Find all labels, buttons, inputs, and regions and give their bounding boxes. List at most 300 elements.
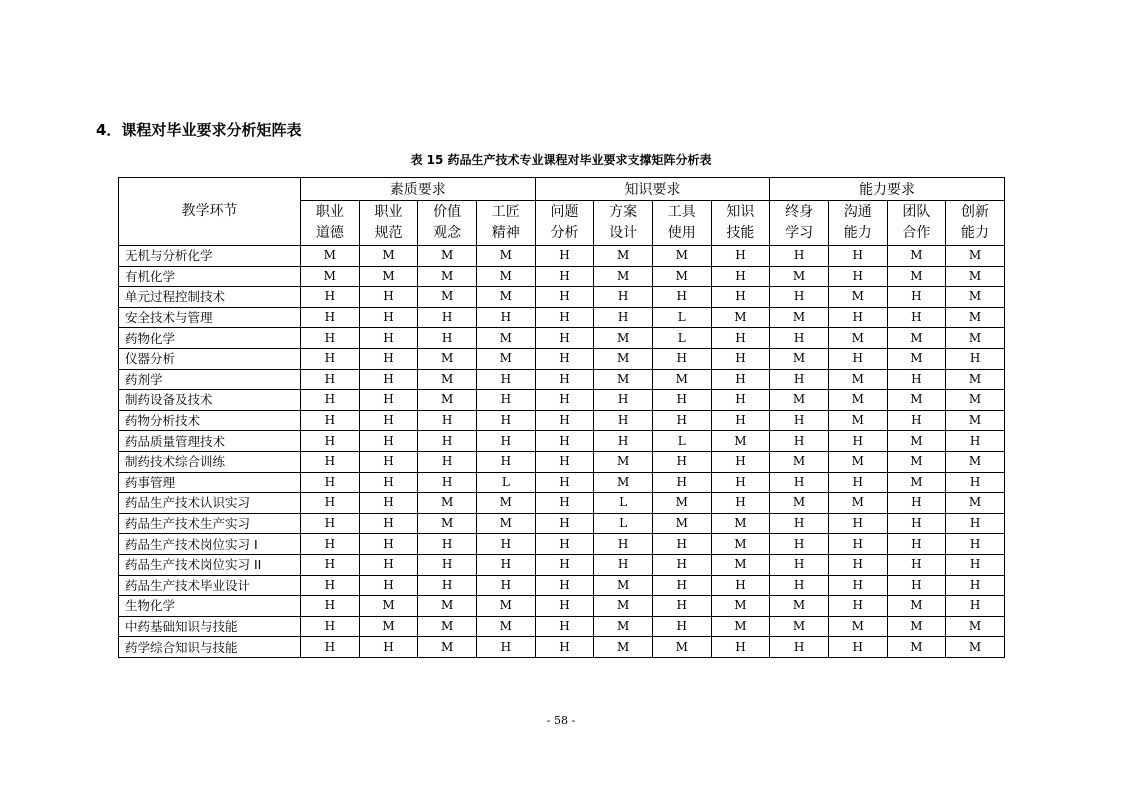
support-level-cell: M — [418, 513, 477, 534]
support-level-cell: H — [418, 431, 477, 452]
course-name: 无机与分析化学 — [119, 246, 301, 267]
support-level-cell: H — [535, 369, 594, 390]
table-row — [119, 472, 1005, 493]
support-level-cell: M — [770, 493, 829, 514]
support-level-cell: H — [887, 554, 946, 575]
subheader-line: 职业 — [374, 204, 403, 220]
support-level-cell: H — [652, 287, 711, 308]
subheader-line: 能力 — [961, 225, 990, 241]
support-level-cell: H — [535, 554, 594, 575]
subheader-11 — [946, 201, 1005, 246]
support-level-cell: M — [770, 307, 829, 328]
subheader-line: 创新 — [961, 204, 990, 220]
support-level-cell: H — [359, 348, 418, 369]
support-level-cell: H — [301, 287, 360, 308]
support-level-cell: H — [887, 307, 946, 328]
support-level-cell: H — [535, 575, 594, 596]
support-level-cell: M — [828, 369, 887, 390]
support-level-cell: M — [476, 287, 535, 308]
support-level-cell: H — [301, 534, 360, 555]
table-row — [119, 596, 1005, 617]
support-level-cell: H — [594, 307, 653, 328]
support-level-cell: M — [594, 348, 653, 369]
support-level-cell: H — [711, 575, 770, 596]
subheader-8 — [770, 201, 829, 246]
support-level-cell: H — [828, 575, 887, 596]
support-level-cell: H — [711, 266, 770, 287]
requirements-matrix-table — [118, 177, 1005, 658]
support-level-cell: M — [418, 637, 477, 658]
support-level-cell: M — [476, 348, 535, 369]
support-level-cell: H — [476, 410, 535, 431]
table-row — [119, 616, 1005, 637]
course-name: 中药基础知识与技能 — [119, 616, 301, 637]
support-level-cell: M — [476, 513, 535, 534]
table-row — [119, 410, 1005, 431]
support-level-cell: H — [828, 472, 887, 493]
support-level-cell: M — [887, 451, 946, 472]
support-level-cell: M — [828, 493, 887, 514]
support-level-cell: M — [946, 287, 1005, 308]
support-level-cell: H — [535, 616, 594, 637]
support-level-cell: L — [652, 431, 711, 452]
support-level-cell: H — [535, 596, 594, 617]
support-level-cell: H — [828, 513, 887, 534]
support-level-cell: H — [535, 390, 594, 411]
support-level-cell: H — [652, 616, 711, 637]
support-level-cell: M — [418, 390, 477, 411]
support-level-cell: M — [652, 246, 711, 267]
support-level-cell: H — [301, 348, 360, 369]
support-level-cell: M — [476, 266, 535, 287]
course-name: 安全技术与管理 — [119, 307, 301, 328]
support-level-cell: H — [476, 390, 535, 411]
support-level-cell: H — [301, 410, 360, 431]
course-name: 仪器分析 — [119, 348, 301, 369]
support-level-cell: M — [476, 616, 535, 637]
support-level-cell: H — [301, 554, 360, 575]
support-level-cell: M — [770, 266, 829, 287]
support-level-cell: M — [711, 554, 770, 575]
support-level-cell: H — [887, 534, 946, 555]
support-level-cell: M — [946, 328, 1005, 349]
subheader-line: 能力 — [843, 225, 872, 241]
support-level-cell: M — [594, 596, 653, 617]
support-level-cell: H — [828, 431, 887, 452]
table-row — [119, 513, 1005, 534]
support-level-cell: H — [418, 534, 477, 555]
table-row — [119, 637, 1005, 658]
section-heading: 4．课程对毕业要求分析矩阵表 — [96, 121, 302, 139]
support-level-cell: H — [652, 410, 711, 431]
support-level-cell: M — [594, 616, 653, 637]
subheader-9 — [828, 201, 887, 246]
support-level-cell: M — [652, 637, 711, 658]
support-level-cell: H — [418, 575, 477, 596]
support-level-cell: M — [476, 328, 535, 349]
support-level-cell: H — [946, 554, 1005, 575]
support-level-cell: H — [770, 637, 829, 658]
support-level-cell: H — [946, 472, 1005, 493]
support-level-cell: M — [828, 451, 887, 472]
support-level-cell: M — [418, 616, 477, 637]
support-level-cell: H — [476, 534, 535, 555]
support-level-cell: L — [476, 472, 535, 493]
subheader-0 — [301, 201, 360, 246]
support-level-cell: H — [359, 451, 418, 472]
support-level-cell: H — [594, 410, 653, 431]
subheader-line: 技能 — [726, 225, 755, 241]
support-level-cell: M — [828, 328, 887, 349]
table-row — [119, 554, 1005, 575]
support-level-cell: M — [887, 596, 946, 617]
support-level-cell: H — [594, 534, 653, 555]
table-row — [119, 328, 1005, 349]
subheader-7 — [711, 201, 770, 246]
support-level-cell: M — [359, 616, 418, 637]
support-level-cell: M — [652, 266, 711, 287]
support-level-cell: H — [828, 534, 887, 555]
course-name: 药学综合知识与技能 — [119, 637, 301, 658]
subheader-line: 问题 — [550, 204, 579, 220]
subheader-4 — [535, 201, 594, 246]
table-row — [119, 246, 1005, 267]
support-level-cell: H — [711, 472, 770, 493]
support-level-cell: M — [652, 493, 711, 514]
support-level-cell: M — [887, 266, 946, 287]
support-level-cell: H — [711, 348, 770, 369]
support-level-cell: M — [887, 472, 946, 493]
support-level-cell: H — [301, 369, 360, 390]
support-level-cell: H — [770, 246, 829, 267]
support-level-cell: H — [301, 637, 360, 658]
support-level-cell: H — [301, 493, 360, 514]
support-level-cell: H — [476, 369, 535, 390]
support-level-cell: H — [828, 596, 887, 617]
table-caption: 表 15 药品生产技术专业课程对毕业要求支撑矩阵分析表 — [410, 153, 712, 167]
support-level-cell: H — [711, 328, 770, 349]
subheader-10 — [887, 201, 946, 246]
support-level-cell: H — [594, 390, 653, 411]
support-level-cell: H — [301, 472, 360, 493]
support-level-cell: M — [476, 493, 535, 514]
subheader-line: 工匠 — [491, 204, 520, 220]
support-level-cell: H — [652, 575, 711, 596]
support-level-cell: H — [535, 431, 594, 452]
support-level-cell: H — [418, 451, 477, 472]
support-level-cell: H — [535, 328, 594, 349]
support-level-cell: H — [770, 410, 829, 431]
support-level-cell: M — [594, 369, 653, 390]
page-number: - 58 - — [546, 714, 576, 727]
support-level-cell: H — [301, 328, 360, 349]
support-level-cell: M — [828, 287, 887, 308]
support-level-cell: H — [418, 554, 477, 575]
support-level-cell: H — [887, 287, 946, 308]
support-level-cell: M — [946, 390, 1005, 411]
support-level-cell: M — [946, 246, 1005, 267]
subheader-1 — [359, 201, 418, 246]
support-level-cell: M — [770, 348, 829, 369]
subheader-line: 工具 — [667, 204, 696, 220]
table-row — [119, 493, 1005, 514]
support-level-cell: H — [418, 472, 477, 493]
support-level-cell: H — [359, 472, 418, 493]
support-level-cell: H — [535, 287, 594, 308]
support-level-cell: M — [594, 472, 653, 493]
table-row — [119, 431, 1005, 452]
support-level-cell: H — [946, 575, 1005, 596]
subheader-line: 职业 — [315, 204, 344, 220]
support-level-cell: H — [770, 575, 829, 596]
support-level-cell: H — [652, 451, 711, 472]
support-level-cell: M — [418, 287, 477, 308]
support-level-cell: H — [887, 493, 946, 514]
support-level-cell: M — [711, 307, 770, 328]
support-level-cell: M — [828, 616, 887, 637]
subheader-line: 设计 — [609, 225, 638, 241]
support-level-cell: H — [301, 390, 360, 411]
subheader-line: 知识 — [726, 204, 755, 220]
course-name: 药品生产技术岗位实习 I — [119, 534, 301, 555]
course-name: 药剂学 — [119, 369, 301, 390]
support-level-cell: H — [828, 246, 887, 267]
support-level-cell: M — [418, 266, 477, 287]
course-name: 药品生产技术岗位实习 II — [119, 554, 301, 575]
group-header-knowledge: 知识要求 — [535, 178, 770, 201]
course-name: 药事管理 — [119, 472, 301, 493]
support-level-cell: M — [946, 616, 1005, 637]
support-level-cell: H — [535, 307, 594, 328]
subheader-line: 观念 — [433, 225, 462, 241]
support-level-cell: H — [652, 472, 711, 493]
support-level-cell: H — [476, 307, 535, 328]
support-level-cell: H — [594, 287, 653, 308]
support-level-cell: M — [946, 493, 1005, 514]
support-level-cell: M — [887, 390, 946, 411]
support-level-cell: H — [418, 410, 477, 431]
subheader-3 — [476, 201, 535, 246]
support-level-cell: M — [594, 328, 653, 349]
support-level-cell: M — [711, 431, 770, 452]
subheader-line: 道德 — [315, 225, 344, 241]
support-level-cell: H — [770, 287, 829, 308]
support-level-cell: H — [946, 348, 1005, 369]
support-level-cell: M — [418, 348, 477, 369]
support-level-cell: M — [711, 513, 770, 534]
corner-header: 教学环节 — [119, 178, 301, 246]
table-row — [119, 451, 1005, 472]
support-level-cell: M — [418, 369, 477, 390]
support-level-cell: H — [652, 534, 711, 555]
support-level-cell: H — [359, 307, 418, 328]
support-level-cell: M — [887, 431, 946, 452]
subheader-line: 团队 — [902, 204, 931, 220]
support-level-cell: H — [359, 410, 418, 431]
support-level-cell: M — [418, 493, 477, 514]
support-level-cell: M — [652, 513, 711, 534]
support-level-cell: H — [359, 493, 418, 514]
support-level-cell: H — [946, 431, 1005, 452]
support-level-cell: H — [828, 554, 887, 575]
support-level-cell: M — [476, 596, 535, 617]
table-row — [119, 287, 1005, 308]
support-level-cell: H — [535, 410, 594, 431]
subheader-line: 精神 — [491, 225, 520, 241]
subheader-6 — [652, 201, 711, 246]
table-row — [119, 390, 1005, 411]
support-level-cell: H — [828, 266, 887, 287]
support-level-cell: M — [418, 596, 477, 617]
support-level-cell: M — [946, 266, 1005, 287]
support-level-cell: H — [946, 596, 1005, 617]
support-level-cell: H — [359, 369, 418, 390]
support-level-cell: M — [887, 328, 946, 349]
support-level-cell: M — [946, 410, 1005, 431]
course-name: 药物分析技术 — [119, 410, 301, 431]
support-level-cell: M — [594, 246, 653, 267]
support-level-cell: H — [887, 410, 946, 431]
support-level-cell: M — [946, 369, 1005, 390]
support-level-cell: H — [359, 390, 418, 411]
support-level-cell: H — [711, 246, 770, 267]
support-level-cell: H — [652, 554, 711, 575]
support-level-cell: L — [652, 307, 711, 328]
support-level-cell: H — [359, 575, 418, 596]
support-level-cell: H — [770, 369, 829, 390]
support-level-cell: H — [301, 513, 360, 534]
support-level-cell: M — [770, 390, 829, 411]
support-level-cell: H — [359, 328, 418, 349]
support-level-cell: M — [946, 307, 1005, 328]
support-level-cell: H — [770, 513, 829, 534]
support-level-cell: H — [535, 534, 594, 555]
support-level-cell: H — [652, 390, 711, 411]
support-level-cell: M — [828, 410, 887, 431]
support-level-cell: H — [711, 287, 770, 308]
table-row — [119, 369, 1005, 390]
support-level-cell: H — [535, 493, 594, 514]
support-level-cell: H — [301, 596, 360, 617]
support-level-cell: M — [476, 246, 535, 267]
support-level-cell: M — [946, 451, 1005, 472]
support-level-cell: M — [946, 637, 1005, 658]
support-level-cell: H — [828, 348, 887, 369]
support-level-cell: H — [535, 246, 594, 267]
support-level-cell: M — [711, 596, 770, 617]
support-level-cell: H — [652, 596, 711, 617]
support-level-cell: H — [301, 575, 360, 596]
support-level-cell: H — [535, 637, 594, 658]
course-name: 药品生产技术生产实习 — [119, 513, 301, 534]
support-level-cell: M — [770, 451, 829, 472]
support-level-cell: H — [711, 637, 770, 658]
support-level-cell: L — [594, 513, 653, 534]
group-header-ability: 能力要求 — [770, 178, 1005, 201]
support-level-cell: L — [594, 493, 653, 514]
support-level-cell: H — [418, 328, 477, 349]
support-level-cell: H — [359, 554, 418, 575]
support-level-cell: M — [594, 637, 653, 658]
subheader-line: 分析 — [550, 225, 579, 241]
support-level-cell: H — [594, 431, 653, 452]
support-level-cell: M — [711, 534, 770, 555]
support-level-cell: H — [887, 513, 946, 534]
subheader-line: 使用 — [667, 225, 696, 241]
support-level-cell: H — [476, 554, 535, 575]
table-row — [119, 348, 1005, 369]
support-level-cell: H — [711, 451, 770, 472]
group-header-quality: 素质要求 — [301, 178, 536, 201]
support-level-cell: M — [594, 266, 653, 287]
support-level-cell: M — [301, 246, 360, 267]
course-name: 有机化学 — [119, 266, 301, 287]
subheader-2 — [418, 201, 477, 246]
support-level-cell: H — [301, 451, 360, 472]
support-level-cell: H — [359, 534, 418, 555]
support-level-cell: M — [770, 596, 829, 617]
course-name: 单元过程控制技术 — [119, 287, 301, 308]
course-name: 药品生产技术毕业设计 — [119, 575, 301, 596]
support-level-cell: H — [359, 431, 418, 452]
support-level-cell: H — [535, 266, 594, 287]
support-level-cell: H — [476, 431, 535, 452]
course-name: 制药技术综合训练 — [119, 451, 301, 472]
support-level-cell: H — [418, 307, 477, 328]
course-name: 药物化学 — [119, 328, 301, 349]
support-level-cell: H — [946, 513, 1005, 534]
support-level-cell: H — [535, 472, 594, 493]
subheader-line: 规范 — [374, 225, 403, 241]
table-row — [119, 307, 1005, 328]
support-level-cell: H — [535, 513, 594, 534]
support-level-cell: H — [887, 369, 946, 390]
support-level-cell: M — [711, 616, 770, 637]
support-level-cell: H — [828, 307, 887, 328]
support-level-cell: H — [359, 287, 418, 308]
support-level-cell: H — [770, 472, 829, 493]
support-level-cell: H — [359, 513, 418, 534]
support-level-cell: H — [652, 348, 711, 369]
support-level-cell: M — [418, 246, 477, 267]
support-level-cell: M — [828, 390, 887, 411]
support-level-cell: H — [301, 616, 360, 637]
support-level-cell: H — [828, 637, 887, 658]
support-level-cell: M — [594, 451, 653, 472]
table-row — [119, 534, 1005, 555]
support-level-cell: M — [652, 369, 711, 390]
support-level-cell: M — [770, 616, 829, 637]
support-level-cell: H — [770, 534, 829, 555]
support-level-cell: H — [711, 493, 770, 514]
support-level-cell: L — [652, 328, 711, 349]
support-level-cell: H — [594, 554, 653, 575]
course-name: 药品生产技术认识实习 — [119, 493, 301, 514]
subheader-line: 学习 — [785, 225, 814, 241]
support-level-cell: M — [887, 246, 946, 267]
support-level-cell: H — [476, 575, 535, 596]
subheader-line: 合作 — [902, 225, 931, 241]
table-row — [119, 266, 1005, 287]
support-level-cell: H — [887, 575, 946, 596]
support-level-cell: H — [711, 369, 770, 390]
subheader-line: 沟通 — [843, 204, 872, 220]
support-level-cell: H — [476, 637, 535, 658]
table-row — [119, 575, 1005, 596]
support-level-cell: M — [594, 575, 653, 596]
support-level-cell: H — [535, 451, 594, 472]
subheader-line: 价值 — [433, 204, 462, 220]
